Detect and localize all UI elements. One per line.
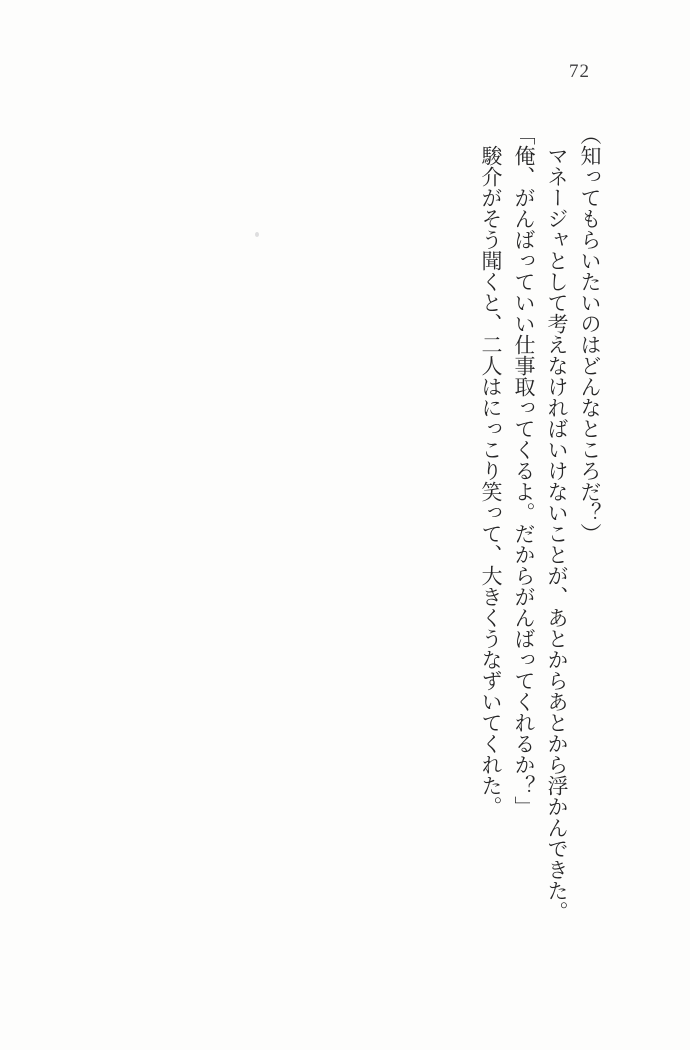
vertical-text-block [474, 124, 606, 926]
paragraph-narration-1: マネージャとして考えなければいけないことが、あとからあとから浮かんできた。 [545, 145, 569, 922]
paragraph-narration-2: 駿介がそう聞くと、二人はにっこり笑って、大きくうなずいてくれた。 [479, 145, 503, 817]
page-number: 72 [569, 61, 590, 82]
paragraph-thought: （知ってもらいたいのはどんなところだ？） [578, 124, 602, 544]
scan-speck [255, 232, 259, 237]
paragraph-dialogue: 「俺、がんばっていい仕事取ってくるよ。だからがんばってくれるか？」 [512, 124, 536, 817]
